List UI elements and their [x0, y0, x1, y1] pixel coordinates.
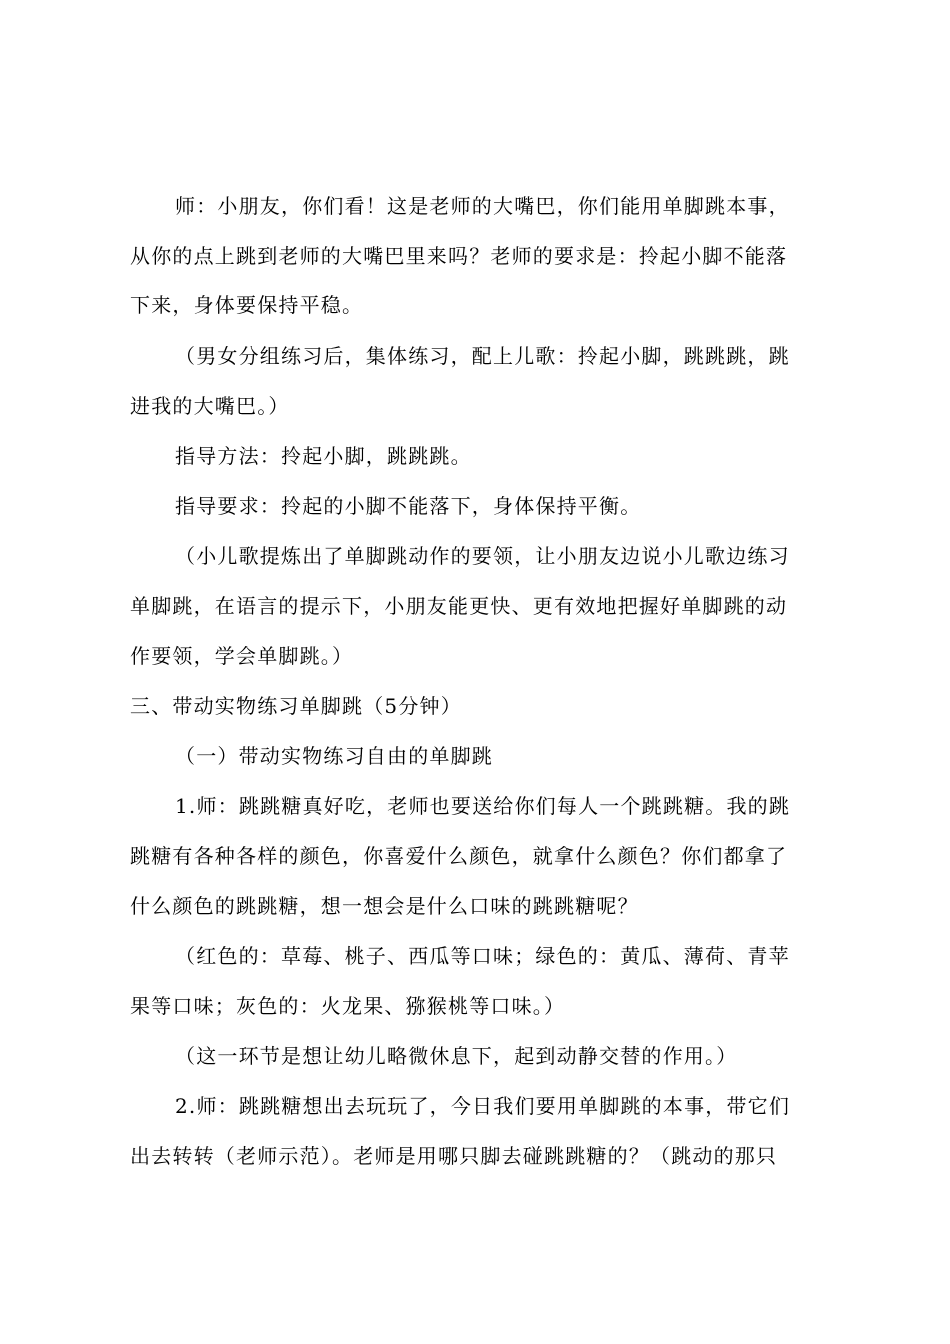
paragraph-5-line-3: 作要领，学会单脚跳。） [130, 644, 354, 668]
flavors-line-2: 果等口味；灰色的：火龙果、猕猴桃等口味。） [130, 994, 566, 1018]
subsection-heading-1: （一）带动实物练习自由的单脚跳 [175, 744, 493, 768]
flavors-line-1: （红色的：草莓、桃子、西瓜等口味；绿色的：黄瓜、薄荷、青苹 [175, 944, 790, 968]
paragraph-5-line-1: （小儿歌提炼出了单脚跳动作的要领，让小朋友边说小儿歌边练习 [175, 544, 790, 568]
paragraph-5-line-2: 单脚跳，在语言的提示下，小朋友能更快、更有效地把握好单脚跳的动 [130, 594, 788, 618]
guidance-method: 指导方法：拎起小脚，跳跳跳。 [175, 444, 472, 468]
rest-note: （这一环节是想让幼儿略微休息下，起到动静交替的作用。） [175, 1044, 738, 1068]
item-1-line-1: 1.师：跳跳糖真好吃，老师也要送给你们每人一个跳跳糖。我的跳 [175, 794, 791, 818]
paragraph-2-line-1: （男女分组练习后，集体练习，配上儿歌：拎起小脚，跳跳跳，跳 [175, 344, 790, 368]
item-2-line-2: 出去转转（老师示范）。老师是用哪只脚去碰跳跳糖的？（跳动的那只 [130, 1144, 778, 1168]
item-2-line-1: 2.师：跳跳糖想出去玩玩了，今日我们要用单脚跳的本事，带它们 [175, 1094, 791, 1118]
paragraph-1-line-3: 下来，身体要保持平稳。 [130, 293, 364, 317]
item-1-line-2: 跳糖有各种各样的颜色，你喜爱什么颜色，就拿什么颜色？你们都拿了 [130, 844, 788, 868]
paragraph-1-line-1: 师：小朋友，你们看！这是老师的大嘴巴，你们能用单脚跳本事， [175, 194, 790, 218]
guidance-requirement: 指导要求：拎起的小脚不能落下，身体保持平衡。 [175, 494, 642, 518]
paragraph-1-line-2: 从你的点上跳到老师的大嘴巴里来吗？老师的要求是：拎起小脚不能落 [130, 244, 788, 268]
item-1-line-3: 什么颜色的跳跳糖，想一想会是什么口味的跳跳糖呢？ [130, 894, 639, 918]
section-heading-3: 三、带动实物练习单脚跳（5分钟） [130, 694, 462, 718]
paragraph-2-line-2: 进我的大嘴巴。） [130, 394, 290, 418]
